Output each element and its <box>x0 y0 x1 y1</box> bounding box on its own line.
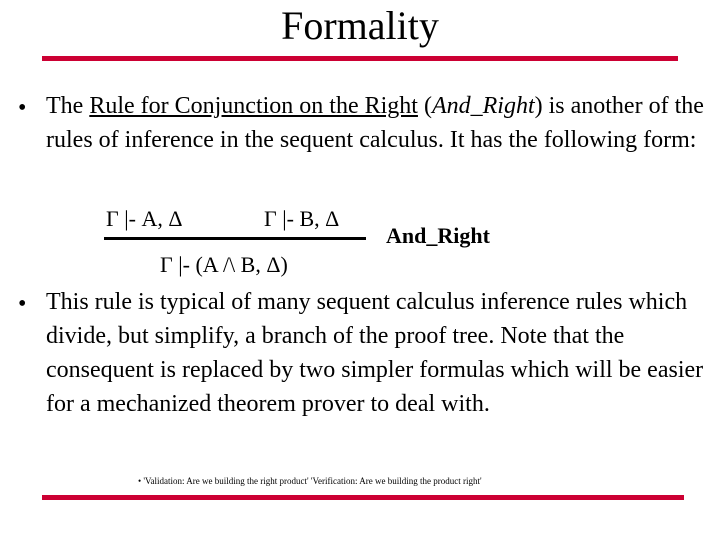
bullet-text-2: This rule is typical of many sequent calculus inference rules which divide, but simplify, a branch of the proof tree. Note that the consequent is replaced by two simpler formulas which will be easier for a mechanized theorem prover to deal with. <box>46 289 704 417</box>
conclusion: Γ |- (A /\ B, Δ) <box>160 252 288 277</box>
bullet1-mid: ( <box>417 93 432 119</box>
bullet-marker-2: • <box>18 291 27 317</box>
rule-label: And_Right <box>386 223 490 248</box>
inference-line <box>104 237 366 240</box>
premise-left: Γ |- A, Δ <box>106 206 183 231</box>
title-divider <box>42 56 678 61</box>
bullet-marker-1: • <box>18 95 27 121</box>
footnote: • 'Validation: Are we building the right product' 'Verification: Are we building the product right' <box>138 476 482 486</box>
bottom-divider <box>42 495 684 500</box>
rule-name-italic: And_Right <box>431 93 535 119</box>
slide-title: Formality <box>281 3 439 48</box>
rule-link[interactable]: Rule for Conjunction on the Right <box>89 93 418 119</box>
bullet1-post: ) is another of the rules of inference in the sequent calculus. It has the following form: <box>46 93 704 153</box>
premise-right: Γ |- B, Δ <box>264 206 340 231</box>
bullet-text-1 <box>46 89 712 157</box>
bullet1-pre: The <box>46 93 90 119</box>
